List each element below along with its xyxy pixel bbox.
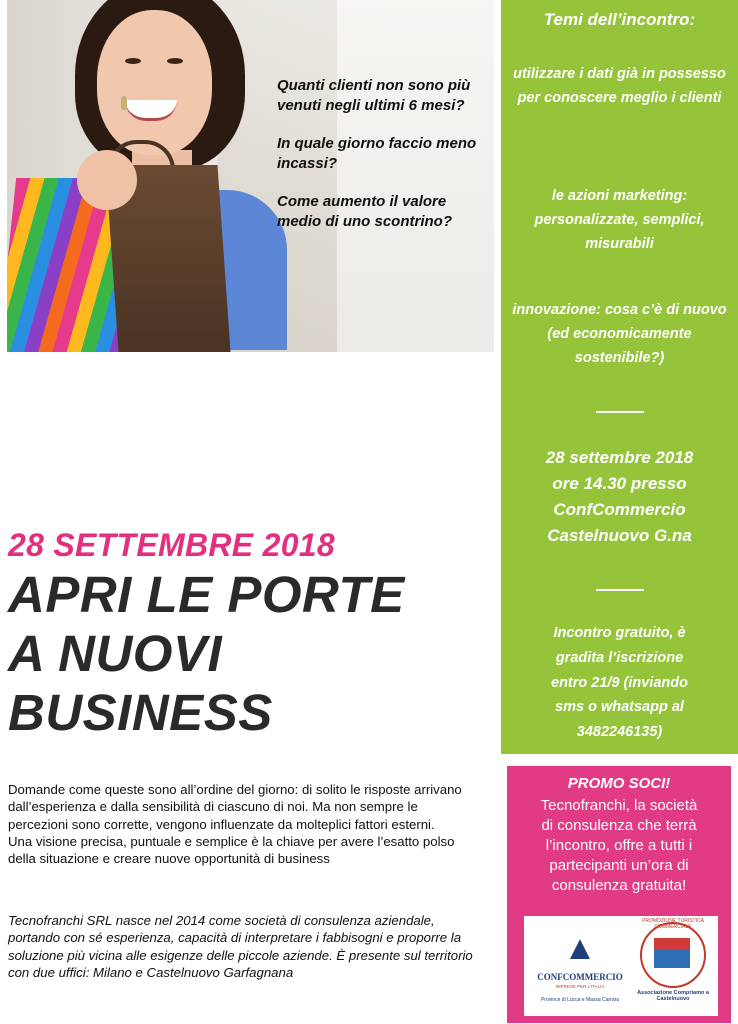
- logo-name: Associazione Compriamo a Castelnuovo: [637, 990, 709, 1002]
- event-time-line: ore 14.30 presso: [552, 474, 687, 493]
- question: In quale giorno faccio meno incassi?: [277, 135, 477, 172]
- paragraph-line: percezioni sono corrette, vengono influenzate da molteplici fattori esterni.: [8, 816, 435, 832]
- event-place-line: Castelnuovo G.na: [547, 526, 692, 545]
- headline-title: [8, 565, 405, 742]
- paragraph-line: con due uffici: Milano e Castelnuovo Garfagnana: [8, 964, 294, 980]
- paragraph-line: dall’esperienza e dalla sensibilità di ciascuno di noi. Ma non sempre le: [8, 799, 418, 815]
- promo-line: partecipanti un’ora di: [549, 857, 689, 874]
- registration-line: gradita l’iscrizione: [555, 650, 684, 666]
- woman-face: [97, 10, 212, 155]
- promo-line: Tecnofranchi, la società: [540, 797, 698, 814]
- paragraph-line: portando con sé esperienza, capacità di interpretare i fabbisogni e proporre la: [8, 930, 462, 946]
- sponsor-logos: [524, 916, 718, 1016]
- topic-item: le azioni marketing: personalizzate, semplici, misurabili: [534, 188, 705, 252]
- promo-line: consulenza gratuita!: [551, 877, 687, 894]
- divider: [596, 411, 644, 413]
- divider: [596, 589, 644, 591]
- promo-heading: PROMO SOCI!: [567, 775, 671, 792]
- woman-hand: [77, 150, 137, 210]
- headline-date: 28 SETTEMBRE 2018: [8, 527, 336, 563]
- paragraph-line: della situazione e creare nuove opportunità di business: [8, 851, 330, 867]
- questions-block: [277, 76, 487, 250]
- title-line: BUSINESS: [8, 684, 273, 741]
- logo-ring-text: PROMOZIONE TURISTICA COMMERCIALE: [642, 918, 704, 930]
- earring: [121, 96, 127, 110]
- logo-name: CONFCOMMERCIO: [537, 972, 623, 982]
- topic-item: utilizzare i dati già in possesso per conoscere meglio i clienti: [513, 66, 726, 106]
- title-line: APRI LE PORTE: [8, 566, 405, 623]
- paragraph-line: soluzione più vicina alle esigenze delle piccole aziende. È presente sul territorio: [8, 947, 473, 963]
- promo-text: [515, 796, 723, 896]
- promo-line: l’incontro, offre a tutti i: [545, 837, 693, 854]
- event-date-line: 28 settembre 2018: [545, 448, 694, 467]
- logo-region: Province di Lucca e Massa Carrara: [540, 997, 620, 1003]
- house-icon: [654, 938, 690, 968]
- registration-line: sms o whatsapp al: [555, 699, 684, 715]
- eagle-icon: ▲: [563, 929, 597, 967]
- title-line: A NUOVI: [8, 625, 223, 682]
- topics-heading: Temi dell’incontro:: [543, 10, 696, 29]
- intro-paragraph: [8, 781, 493, 867]
- paragraph-line: Domande come queste sono all’ordine del giorno: di solito le risposte arrivano: [8, 782, 462, 797]
- woman-eye-left: [125, 58, 141, 64]
- paragraph-line: Tecnofranchi SRL nasce nel 2014 come società di consulenza aziendale,: [8, 913, 435, 928]
- confcommercio-logo: [530, 924, 630, 1012]
- event-venue-line: ConfCommercio: [553, 500, 686, 519]
- woman-eye-right: [167, 58, 183, 64]
- topics-panel: [501, 0, 738, 754]
- registration-line: Incontro gratuito, è: [553, 625, 686, 641]
- registration-phone: 3482246135): [576, 724, 663, 740]
- promo-line: di consulenza che terrà: [541, 817, 697, 834]
- logo-subtitle: IMPRESE PER L'ITALIA: [555, 984, 605, 989]
- association-logo: [632, 920, 714, 1012]
- question: Quanti clienti non sono più venuti negli ultimi 6 mesi?: [277, 77, 471, 114]
- topic-item: innovazione: cosa c’è di nuovo (ed economicamente sostenibile?): [512, 302, 727, 366]
- question: Come aumento il valore medio di uno scontrino?: [277, 193, 452, 230]
- paragraph-line: Una visione precisa, puntuale e semplice è la chiave per avere l’esatto polso: [8, 833, 455, 849]
- promo-box: [507, 766, 731, 1023]
- company-paragraph: [8, 912, 493, 981]
- registration-line: entro 21/9 (inviando: [551, 675, 688, 691]
